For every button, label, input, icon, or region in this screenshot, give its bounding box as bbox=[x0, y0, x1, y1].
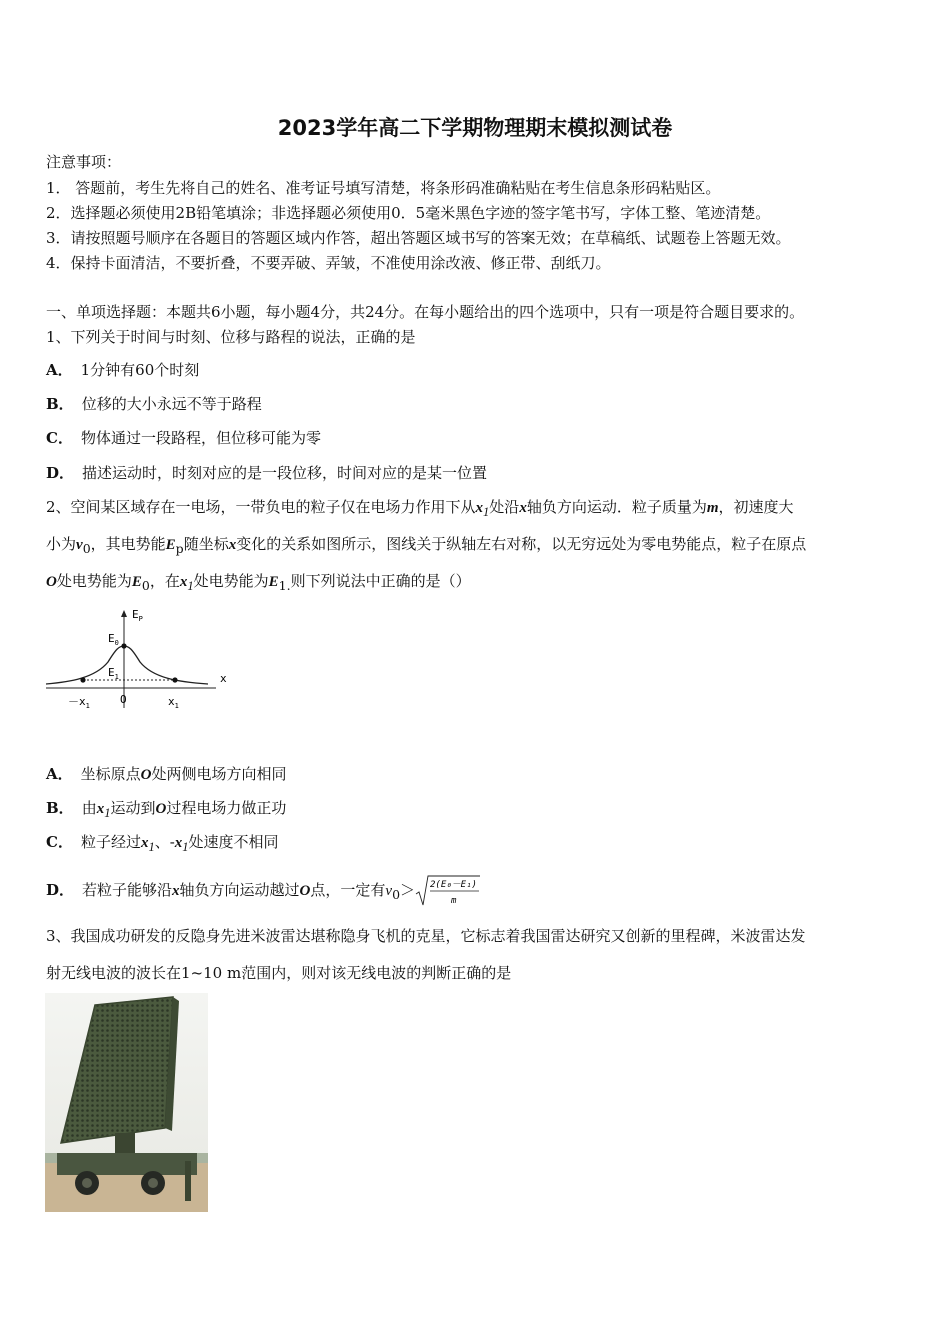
var: x bbox=[140, 835, 149, 851]
q3-stem-line-2: 射无线电波的波长在1~10 m范围内，则对该无线电波的判断正确的是 bbox=[46, 964, 512, 982]
option-label: D． bbox=[46, 464, 75, 482]
e1-label: $E_1$ bbox=[108, 666, 119, 681]
text: 处沿 bbox=[489, 498, 520, 516]
text: 过程电场力做正功 bbox=[166, 799, 287, 817]
option-text: 位移的大小永远不等于路程 bbox=[81, 395, 262, 413]
sub: p bbox=[175, 541, 184, 556]
sub: 1 bbox=[182, 840, 189, 854]
q2-option-b bbox=[46, 798, 286, 823]
text: 处电势能为 bbox=[56, 572, 132, 590]
var: x bbox=[174, 835, 183, 851]
note-item-1: 1． 答题前，考生先将自己的姓名、准考证号填写清楚，将条形码准确粘贴在考生信息条形码粘贴区。 bbox=[46, 179, 721, 197]
text: 则下列说法中正确的是（） bbox=[290, 572, 471, 590]
text: 处速度不相同 bbox=[188, 833, 279, 851]
sub: 1 bbox=[187, 579, 194, 593]
text: 坐标原点 bbox=[80, 765, 141, 783]
text: 由 bbox=[81, 799, 97, 817]
var: x bbox=[172, 883, 180, 899]
var: x bbox=[96, 801, 105, 817]
q2-option-c bbox=[46, 832, 279, 857]
text: 处两侧电场方向相同 bbox=[151, 765, 287, 783]
neg-x1-label: $-x_1$ bbox=[68, 695, 90, 710]
x1-point bbox=[172, 677, 177, 682]
radar-trailer bbox=[57, 1153, 197, 1175]
sub: 1. bbox=[278, 578, 291, 593]
sub: 0 bbox=[82, 541, 91, 556]
var: x bbox=[228, 537, 237, 553]
var: O bbox=[140, 767, 152, 783]
option-label: D． bbox=[46, 881, 75, 899]
var: O bbox=[46, 574, 57, 590]
notes-heading: 注意事项： bbox=[46, 153, 122, 171]
text: 随坐标 bbox=[183, 535, 229, 553]
var: v bbox=[385, 883, 393, 899]
e0-label: $E_0$ bbox=[108, 632, 119, 647]
text: ，在 bbox=[149, 572, 180, 590]
q2-option-d bbox=[46, 874, 481, 909]
text: 运动到 bbox=[110, 799, 156, 817]
potential-energy-graph bbox=[40, 604, 240, 714]
option-text: 1分钟有60个时刻 bbox=[80, 361, 200, 379]
section-heading: 一、单项选择题：本题共6小题，每小题4分，共24分。在每小题给出的四个选项中，只有一项是符合题目要求的。 bbox=[46, 303, 805, 321]
text: 处电势能为 bbox=[193, 572, 269, 590]
q1-option-c bbox=[46, 428, 321, 448]
note-item-3: 3．请按照题号顺序在各题目的答题区域内作答，超出答题区域书写的答案无效；在草稿纸、试题卷上答题无效。 bbox=[46, 229, 791, 247]
var: v bbox=[76, 537, 83, 553]
e0-point bbox=[121, 643, 126, 648]
option-text: 物体通过一段路程，但位移可能为零 bbox=[80, 429, 321, 447]
radar-photo bbox=[45, 993, 208, 1212]
text: ＞ bbox=[400, 881, 416, 899]
sqrt-formula bbox=[415, 874, 481, 908]
text: ，初速度大 bbox=[718, 498, 794, 516]
text: 变化的关系如图所示，图线关于纵轴左右对称，以无穷远处为零电势能点，粒子在原点 bbox=[236, 535, 807, 553]
q2-stem-line-3 bbox=[46, 571, 471, 596]
q2-stem-line-2 bbox=[46, 534, 806, 559]
var: E bbox=[268, 574, 279, 590]
text: 小为 bbox=[46, 535, 77, 553]
y-axis-arrow bbox=[121, 610, 127, 617]
q2-option-a bbox=[46, 764, 287, 785]
frac-numerator: 2(E₀－E₁) bbox=[430, 880, 477, 890]
text: 若粒子能够沿 bbox=[82, 881, 173, 899]
q1-option-a bbox=[46, 360, 199, 380]
var: O bbox=[155, 801, 167, 817]
q2-stem-line-1 bbox=[46, 497, 794, 522]
text: 点，一定有 bbox=[310, 881, 386, 899]
var: x bbox=[519, 500, 527, 516]
text: 粒子经过 bbox=[80, 833, 141, 851]
text: 2、空间某区域存在一电场，一带负电的粒子仅在电场力作用下从 bbox=[46, 498, 476, 516]
origin-label: O bbox=[120, 693, 127, 706]
option-label: C． bbox=[46, 429, 73, 447]
var: x bbox=[179, 574, 188, 590]
sub: 1 bbox=[483, 505, 490, 519]
option-text: 描述运动时，时刻对应的是一段位移，时间对应的是某一位置 bbox=[82, 464, 488, 482]
neg-x1-point bbox=[80, 677, 85, 682]
option-label: B． bbox=[46, 395, 74, 413]
q1-option-b bbox=[46, 394, 262, 414]
sub: 1 bbox=[148, 840, 155, 854]
q1-option-d bbox=[46, 463, 487, 483]
note-item-4: 4．保持卡面清洁，不要折叠，不要弄破、弄皱，不准使用涂改液、修正带、刮纸刀。 bbox=[46, 254, 611, 272]
q3-stem-line-1: 3、我国成功研发的反隐身先进米波雷达堪称隐身飞机的克星，它标志着我国雷达研究又创新的里程碑，米波雷达发 bbox=[46, 927, 806, 945]
var: m bbox=[706, 500, 719, 516]
x1-label: $x_1$ bbox=[168, 695, 179, 710]
option-label: C． bbox=[46, 833, 73, 851]
var: x bbox=[475, 500, 484, 516]
energy-curve bbox=[46, 646, 208, 684]
note-item-2: 2．选择题必须使用2B铅笔填涂；非选择题必须使用0．5毫米黑色字迹的签字笔书写，字体工整、笔迹清楚。 bbox=[46, 204, 771, 222]
var: E bbox=[131, 574, 142, 590]
frac-denominator: m bbox=[451, 896, 457, 906]
text: 、- bbox=[154, 833, 175, 851]
page-title: 2023学年高二下学期物理期末模拟测试卷 bbox=[277, 116, 673, 140]
var: E bbox=[165, 537, 176, 553]
sub: 0 bbox=[392, 887, 401, 902]
option-label: A． bbox=[46, 765, 73, 783]
text: 轴负方向运动越过 bbox=[179, 881, 300, 899]
text: 轴负方向运动．粒子质量为 bbox=[526, 498, 707, 516]
option-label: B． bbox=[46, 799, 74, 817]
sub: 1 bbox=[104, 806, 111, 820]
text: ，其电势能 bbox=[90, 535, 166, 553]
option-label: A． bbox=[46, 361, 73, 379]
sub: 0 bbox=[141, 578, 150, 593]
q1-stem: 1、下列关于时间与时刻、位移与路程的说法，正确的是 bbox=[46, 328, 416, 346]
y-axis-label: $E_P$ bbox=[132, 608, 143, 623]
x-axis-label: x bbox=[220, 672, 227, 685]
var: O bbox=[299, 883, 311, 899]
